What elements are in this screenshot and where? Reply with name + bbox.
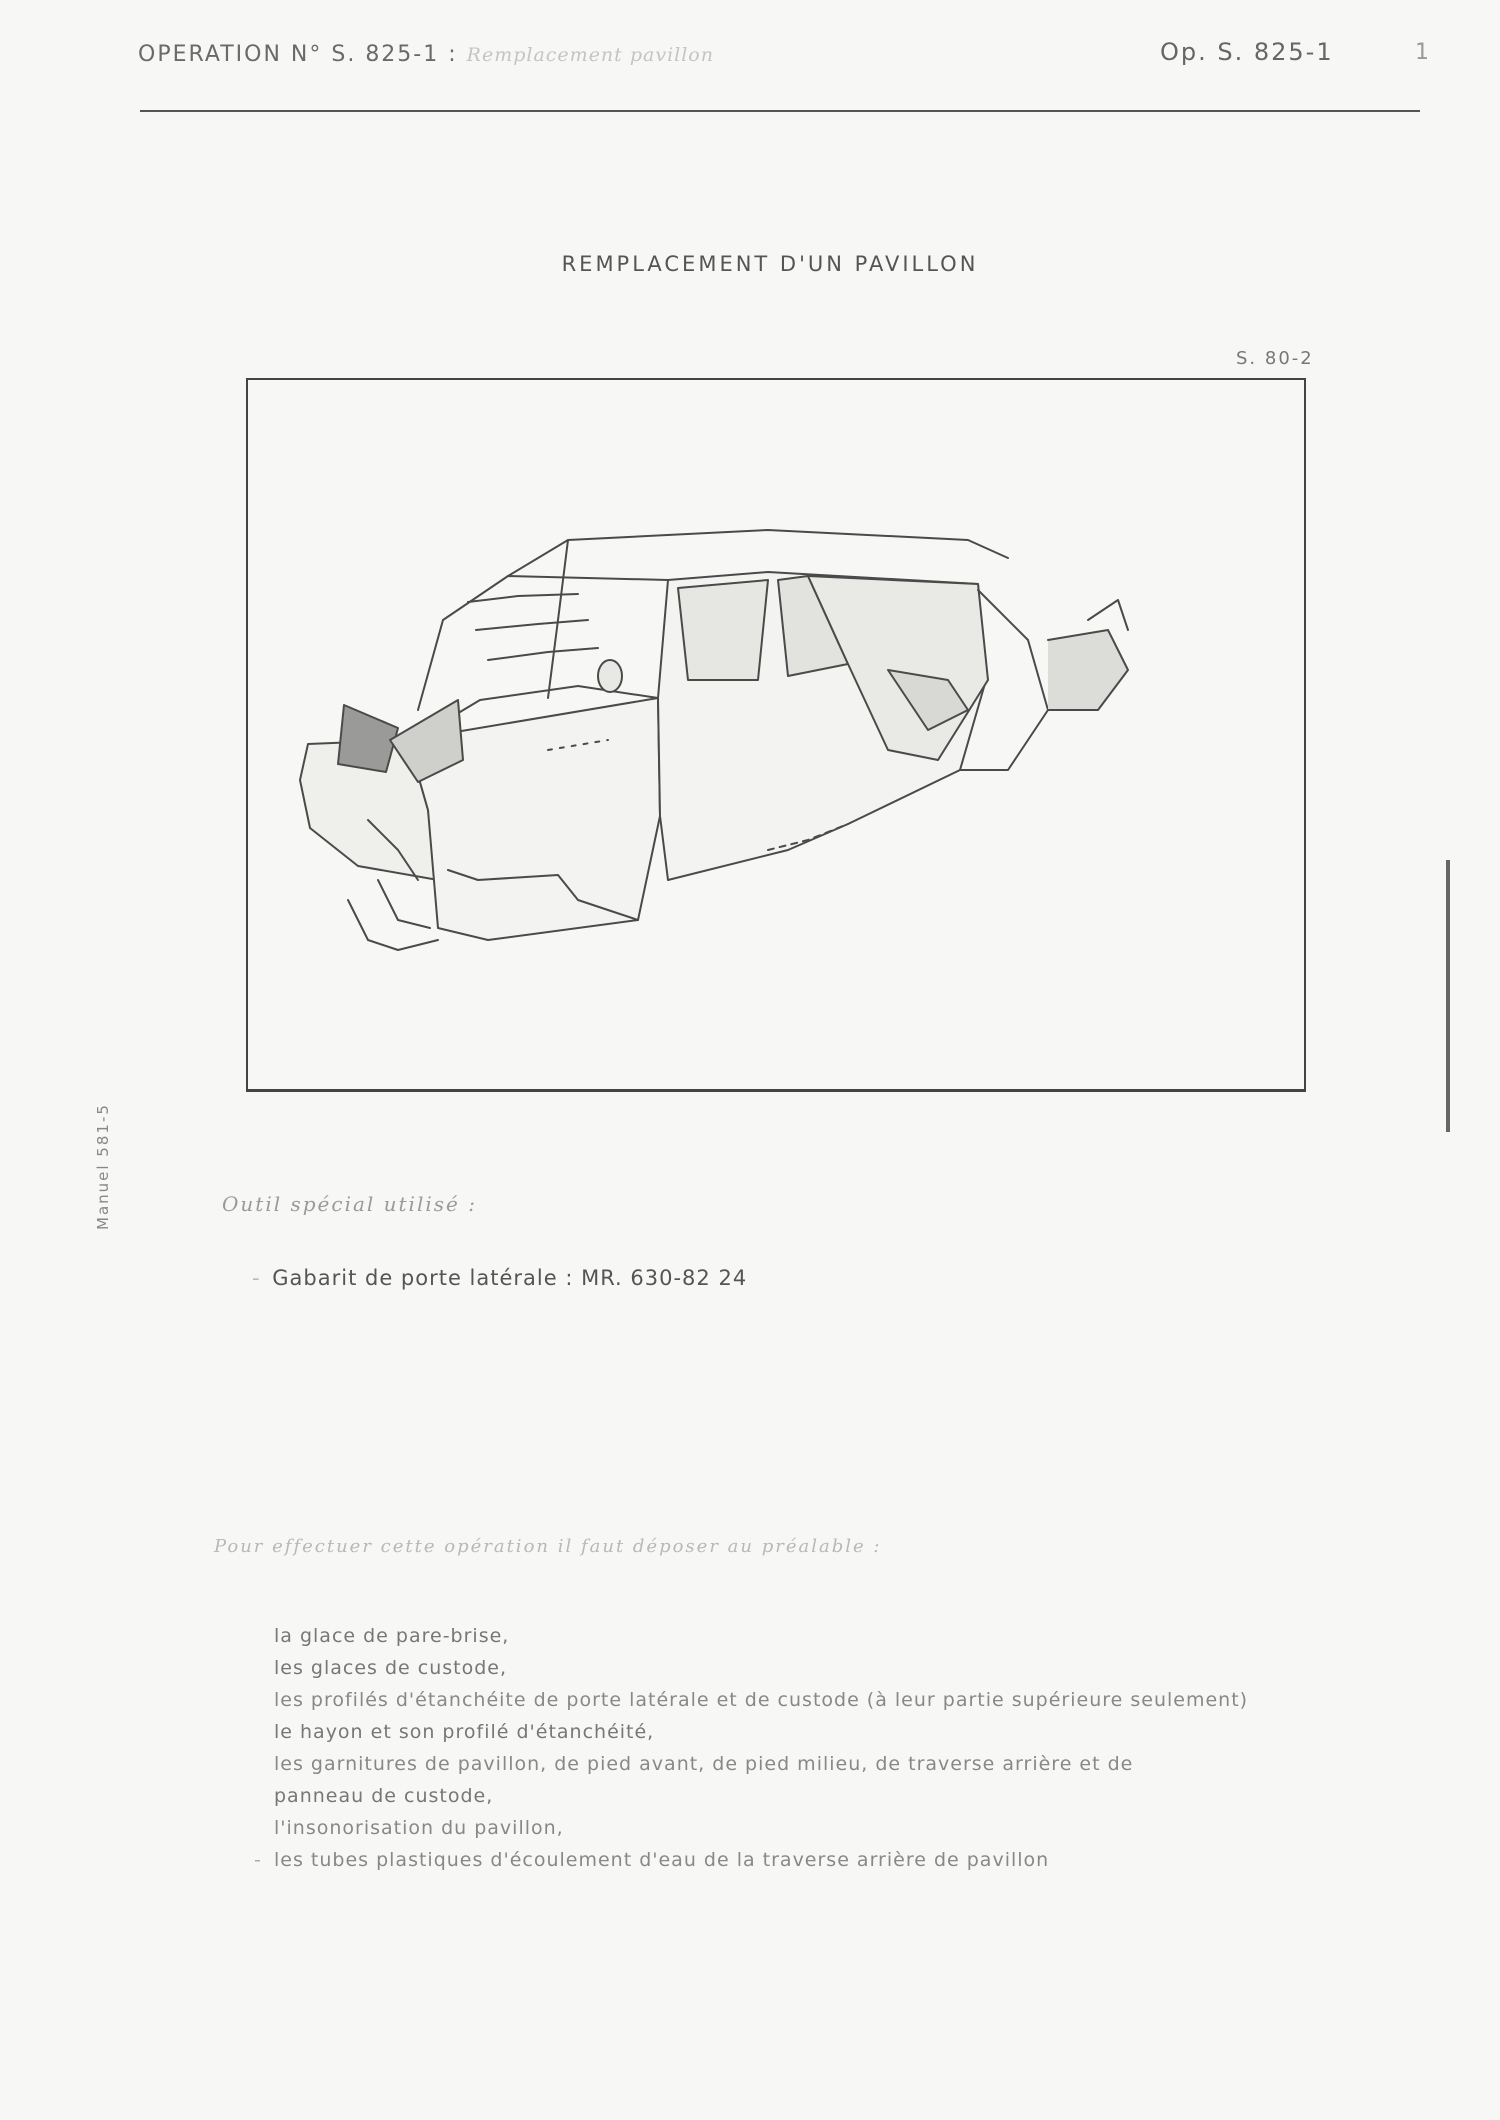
- figure-frame: [246, 378, 1306, 1092]
- list-item: le hayon et son profilé d'étanchéité,: [274, 1721, 655, 1743]
- list-dash: -: [254, 1849, 262, 1871]
- car-body-illustration: [248, 380, 1304, 1090]
- page-number: 1: [1415, 40, 1429, 65]
- header-operation: [138, 42, 714, 67]
- list-item: la glace de pare-brise,: [274, 1625, 510, 1647]
- header-operation-number: OPERATION N° S. 825-1 :: [138, 42, 458, 67]
- prereq-section-heading: Pour effectuer cette opération il faut déposer au préalable :: [214, 1536, 882, 1557]
- list-item: l'insonorisation du pavillon,: [274, 1817, 564, 1839]
- prereq-list: [254, 1620, 1249, 1876]
- tool-item-text: Gabarit de porte latérale : MR. 630-82 24: [272, 1266, 748, 1290]
- list-item: les glaces de custode,: [274, 1657, 508, 1679]
- list-item: panneau de custode,: [274, 1785, 494, 1807]
- list-item: les profilés d'étanchéite de porte latérale et de custode (à leur partie supérieure seulement): [274, 1689, 1249, 1711]
- tool-item: [252, 1266, 747, 1290]
- page-title: REMPLACEMENT D'UN PAVILLON: [561, 252, 979, 276]
- header-op-reference: Op. S. 825-1: [1160, 38, 1334, 66]
- tool-section-heading: Outil spécial utilisé :: [222, 1192, 477, 1216]
- margin-change-bar: [1446, 860, 1450, 1132]
- list-item-last: [254, 1844, 1248, 1876]
- list-item-text: les tubes plastiques d'écoulement d'eau de la traverse arrière de pavillon: [274, 1849, 1050, 1871]
- header-operation-title: Remplacement pavillon: [466, 44, 714, 66]
- figure-reference: S. 80-2: [1236, 348, 1314, 369]
- list-dash: -: [252, 1266, 261, 1290]
- list-item: les garnitures de pavillon, de pied avant, de pied milieu, de traverse arrière et de: [274, 1753, 1134, 1775]
- header-rule: [140, 110, 1420, 112]
- manual-reference: Manuel 581-5: [94, 1103, 112, 1230]
